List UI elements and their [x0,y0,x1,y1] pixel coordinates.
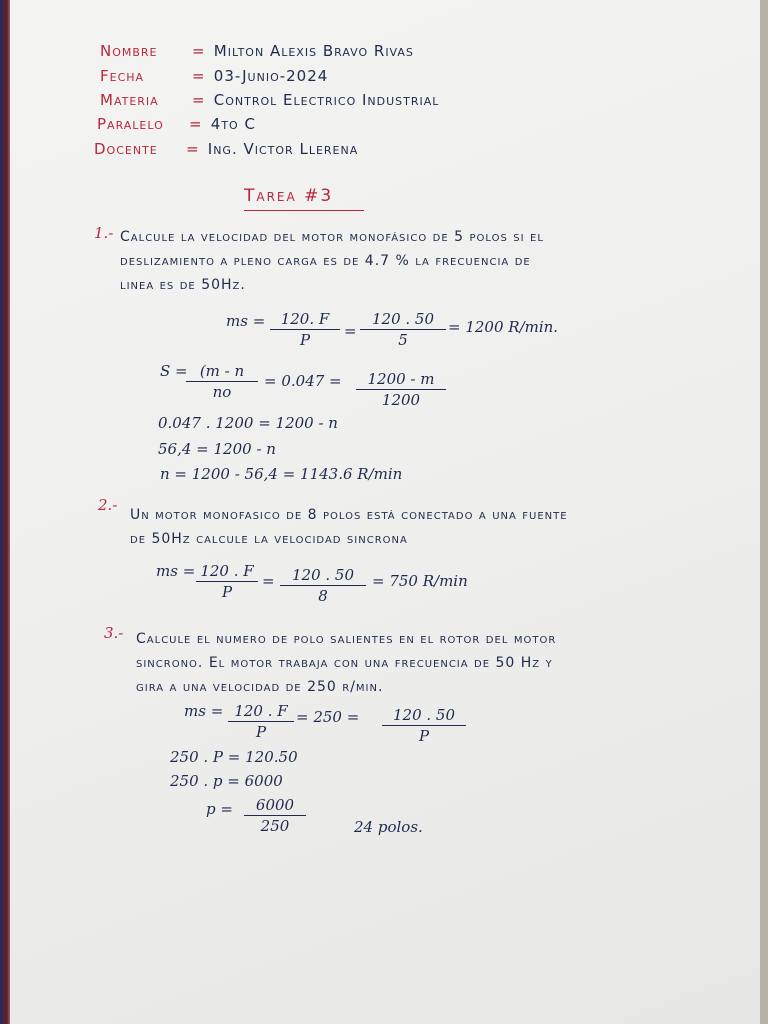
q3-f1-numerator: 120 . F [228,702,294,722]
nombre-eq: = [192,42,206,60]
q1-s-label: S = [160,362,188,380]
q3-f3-numerator: 6000 [244,796,306,816]
q1-f1-denominator: P [299,331,311,349]
q1-f3-numerator: (m - n [186,362,258,382]
q1-text-line3: linea es de 50Hz. [120,277,246,293]
fecha-value: 03-Junio-2024 [213,67,329,85]
docente-value: Ing. Victor Llerena [207,140,359,158]
q2-f2-denominator: 8 [318,587,328,605]
q1-text-line1: Calcule la velocidad del motor monofásico de 5 polos si el [120,229,544,245]
q3-ms-label: ms = [184,702,224,720]
fecha-label: Fecha [100,67,145,85]
q2-f1-numerator: 120 . F [196,562,258,582]
q1-f2-denominator: 5 [398,331,408,349]
paralelo-value: 4to C [210,115,256,133]
page-title: Tarea #3 [244,186,334,206]
q3-answer: 24 polos. [354,818,423,836]
q3-fraction-3 [244,796,306,835]
q3-mid: = 250 = [296,708,360,726]
q2-fraction-1 [196,562,258,601]
desk-edge-right [760,0,768,1024]
q2-ms-label: ms = [156,562,196,580]
q1-number: 1.- [94,224,114,242]
materia-eq: = [192,91,206,109]
q3-p-label: p = [206,800,233,818]
q1-equals: = [344,322,357,340]
q1-result: = 1200 R/min. [448,318,559,336]
q3-fraction-2 [382,706,466,745]
q3-fraction-1 [228,702,294,741]
q3-number: 3.- [104,624,124,642]
paralelo-label: Paralelo [97,115,164,133]
header-nombre [100,42,414,60]
q1-f4-numerator: 1200 - m [356,370,446,390]
q3-f2-denominator: P [418,727,430,745]
q1-f2-numerator: 120 . 50 [360,310,446,330]
q3-step2: 250 . p = 6000 [170,772,283,790]
q2-equals: = [262,572,275,590]
q1-fraction-4 [356,370,446,409]
materia-value: Control Electrico Industrial [213,91,440,109]
q1-f4-denominator: 1200 [381,391,421,409]
title-underline [244,210,364,211]
fecha-eq: = [192,67,206,85]
q3-f3-denominator: 250 [260,817,290,835]
header-paralelo [97,115,256,133]
paralelo-eq: = [189,115,203,133]
q1-s-mid: = 0.047 = [264,372,342,390]
q1-step3: n = 1200 - 56,4 = 1143.6 R/min [160,465,403,483]
header-docente [94,140,358,158]
q1-text-line2: deslizamiento a pleno carga es de 4.7 % la frecuencia de [120,253,531,269]
nombre-value: Milton Alexis Bravo Rivas [213,42,414,60]
q3-step1: 250 . P = 120.50 [170,748,298,766]
q1-step2: 56,4 = 1200 - n [158,440,276,458]
q3-text-line2: sincrono. El motor trabaja con una frecuencia de 50 Hz y [136,655,553,671]
header-materia [100,91,439,109]
materia-label: Materia [100,91,159,109]
header-fecha [100,67,328,85]
q2-f1-denominator: P [221,583,233,601]
docente-label: Docente [94,140,158,158]
q2-number: 2.- [98,496,118,514]
q1-fraction-2 [360,310,446,349]
q1-fraction-1 [270,310,340,349]
q1-fraction-3 [186,362,258,401]
q2-fraction-2 [280,566,366,605]
q1-f1-numerator: 120. F [270,310,340,330]
q2-f2-numerator: 120 . 50 [280,566,366,586]
q1-f3-denominator: no [212,383,232,401]
q3-f1-denominator: P [255,723,267,741]
q2-result: = 750 R/min [372,572,468,590]
docente-eq: = [186,140,200,158]
q3-f2-numerator: 120 . 50 [382,706,466,726]
q1-ms-label: ms = [226,312,266,330]
nombre-label: Nombre [100,42,158,60]
q3-text-line3: gira a una velocidad de 250 r/min. [136,679,384,695]
q2-text-line2: de 50Hz calcule la velocidad sincrona [130,531,408,547]
q1-step1: 0.047 . 1200 = 1200 - n [158,414,338,432]
q2-text-line1: Un motor monofasico de 8 polos está conectado a una fuente [130,507,568,523]
q3-text-line1: Calcule el numero de polo salientes en el rotor del motor [136,631,557,647]
